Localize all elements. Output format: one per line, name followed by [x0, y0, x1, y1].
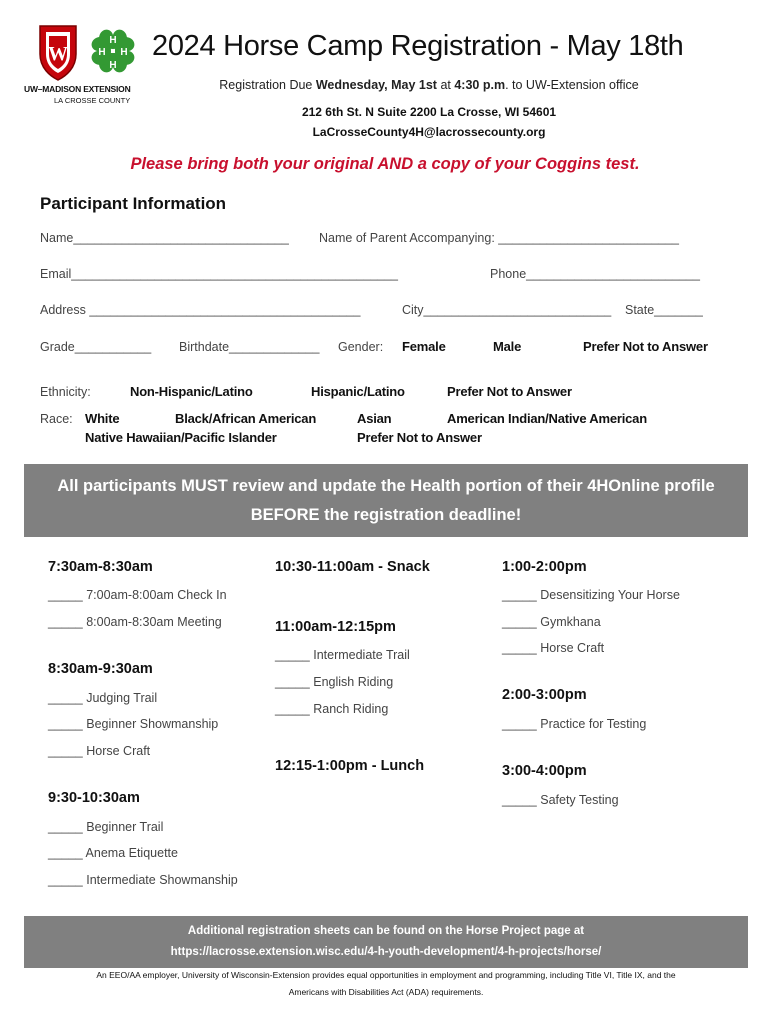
race-option-black[interactable]: Black/African American — [175, 411, 317, 426]
race-option-prefer-not[interactable]: Prefer Not to Answer — [357, 430, 482, 445]
activity-beginner-trail[interactable]: _____ Beginner Trail — [48, 820, 164, 834]
race-label: Race: — [40, 412, 73, 426]
slot-heading-730: 7:30am-8:30am — [48, 559, 153, 575]
email-field[interactable]: Email_______________________________________________ — [40, 267, 398, 281]
activity-beginner-showmanship[interactable]: _____ Beginner Showmanship — [48, 717, 219, 731]
grade-field[interactable]: Grade___________ — [40, 340, 152, 354]
slot-heading-200: 2:00-3:00pm — [502, 687, 587, 703]
gender-label: Gender: — [338, 340, 384, 354]
svg-text:H: H — [109, 35, 117, 46]
coggins-notice: Please bring both your original AND a copy of your Coggins test. — [130, 155, 640, 173]
activity-intermediate-showmanship[interactable]: _____ Intermediate Showmanship — [48, 873, 238, 887]
banner-line-1: All participants MUST review and update the Health portion of their 4HOnline profile — [57, 477, 715, 495]
activity-horse-craft-am[interactable]: _____ Horse Craft — [48, 744, 151, 758]
slot-heading-300: 3:00-4:00pm — [502, 763, 587, 779]
svg-text:H: H — [120, 47, 128, 58]
logo-text-county: LA CROSSE COUNTY — [54, 96, 131, 105]
slot-heading-1100: 11:00am-12:15pm — [275, 619, 396, 635]
activity-ranch-riding[interactable]: _____ Ranch Riding — [275, 702, 389, 716]
four-h-clover-icon — [86, 24, 140, 78]
activity-anema-etiquette[interactable]: _____ Anema Etiquette — [48, 846, 178, 860]
slot-heading-lunch: 12:15-1:00pm - Lunch — [275, 758, 425, 774]
footer-line-1: Additional registration sheets can be found on the Horse Project page at — [187, 925, 585, 937]
name-field[interactable]: Name_______________________________ — [40, 231, 289, 245]
activity-practice-testing[interactable]: _____ Practice for Testing — [502, 717, 647, 731]
activity-horse-craft-pm[interactable]: _____ Horse Craft — [502, 641, 605, 655]
gender-option-prefer-not[interactable]: Prefer Not to Answer — [583, 339, 708, 354]
race-option-american-indian[interactable]: American Indian/Native American — [447, 411, 647, 426]
slot-heading-100: 1:00-2:00pm — [502, 559, 587, 575]
svg-text:H: H — [109, 60, 117, 71]
activity-safety-testing[interactable]: _____ Safety Testing — [502, 793, 619, 807]
activity-judging-trail[interactable]: _____ Judging Trail — [48, 691, 158, 705]
contact-email: LaCrosseCounty4H@lacrossecounty.org — [312, 125, 546, 139]
parent-name-field[interactable]: Name of Parent Accompanying: __________________________ — [319, 231, 680, 245]
uw-crest-icon — [36, 24, 80, 82]
slot-heading-930: 9:30-10:30am — [48, 790, 140, 806]
gender-option-female[interactable]: Female — [402, 339, 446, 354]
state-field[interactable]: State_______ — [625, 303, 703, 317]
eeo-statement-1: An EEO/AA employer, University of Wisconsin-Extension provides equal opportunities in employment and programming, including Title VI, Title IX, and the — [96, 970, 676, 980]
uw-extension-logo — [24, 24, 148, 108]
logo-text-extension: UW–MADISON EXTENSION — [24, 84, 131, 94]
additional-sheets-footer — [24, 916, 748, 968]
race-option-white[interactable]: White — [85, 411, 120, 426]
activity-check-in[interactable]: _____ 7:00am-8:00am Check In — [48, 588, 227, 602]
slot-heading-830: 8:30am-9:30am — [48, 661, 153, 677]
banner-line-2: BEFORE the registration deadline! — [250, 506, 522, 524]
city-field[interactable]: City___________________________ — [402, 303, 612, 317]
address-field[interactable]: Address _______________________________________ — [40, 303, 361, 317]
race-option-asian[interactable]: Asian — [357, 411, 392, 426]
page-title: 2024 Horse Camp Registration - May 18th — [152, 30, 684, 62]
activity-desensitizing[interactable]: _____ Desensitizing Your Horse — [502, 588, 680, 602]
office-address: 212 6th St. N Suite 2200 La Crosse, WI 54601 — [301, 105, 557, 119]
registration-due-line: Registration Due Wednesday, May 1st at 4:30 p.m. to UW-Extension office — [219, 78, 639, 92]
shield-letter: W — [48, 43, 68, 65]
horse-project-link[interactable]: https://lacrosse.extension.wisc.edu/4-h-youth-development/4-h-projects/horse/ — [170, 946, 602, 958]
slot-heading-snack: 10:30-11:00am - Snack — [275, 559, 430, 575]
birthdate-field[interactable]: Birthdate_____________ — [179, 340, 320, 354]
gender-option-male[interactable]: Male — [493, 339, 522, 354]
participant-heading: Participant Information — [40, 194, 227, 213]
ethnicity-option-hispanic[interactable]: Hispanic/Latino — [311, 384, 405, 399]
activity-meeting[interactable]: _____ 8:00am-8:30am Meeting — [48, 615, 222, 629]
race-option-native-hawaiian[interactable]: Native Hawaiian/Pacific Islander — [85, 430, 277, 445]
activity-english-riding[interactable]: _____ English Riding — [275, 675, 394, 689]
ethnicity-option-prefer-not[interactable]: Prefer Not to Answer — [447, 384, 572, 399]
activity-intermediate-trail[interactable]: _____ Intermediate Trail — [275, 648, 410, 662]
phone-field[interactable]: Phone_________________________ — [490, 267, 700, 281]
ethnicity-label: Ethnicity: — [40, 385, 91, 399]
ethnicity-option-non-hispanic[interactable]: Non-Hispanic/Latino — [130, 384, 253, 399]
activity-gymkhana[interactable]: _____ Gymkhana — [502, 615, 601, 629]
svg-text:H: H — [98, 47, 106, 58]
health-profile-banner — [24, 464, 748, 537]
eeo-statement-2: Americans with Disabilities Act (ADA) requirements. — [288, 987, 484, 997]
